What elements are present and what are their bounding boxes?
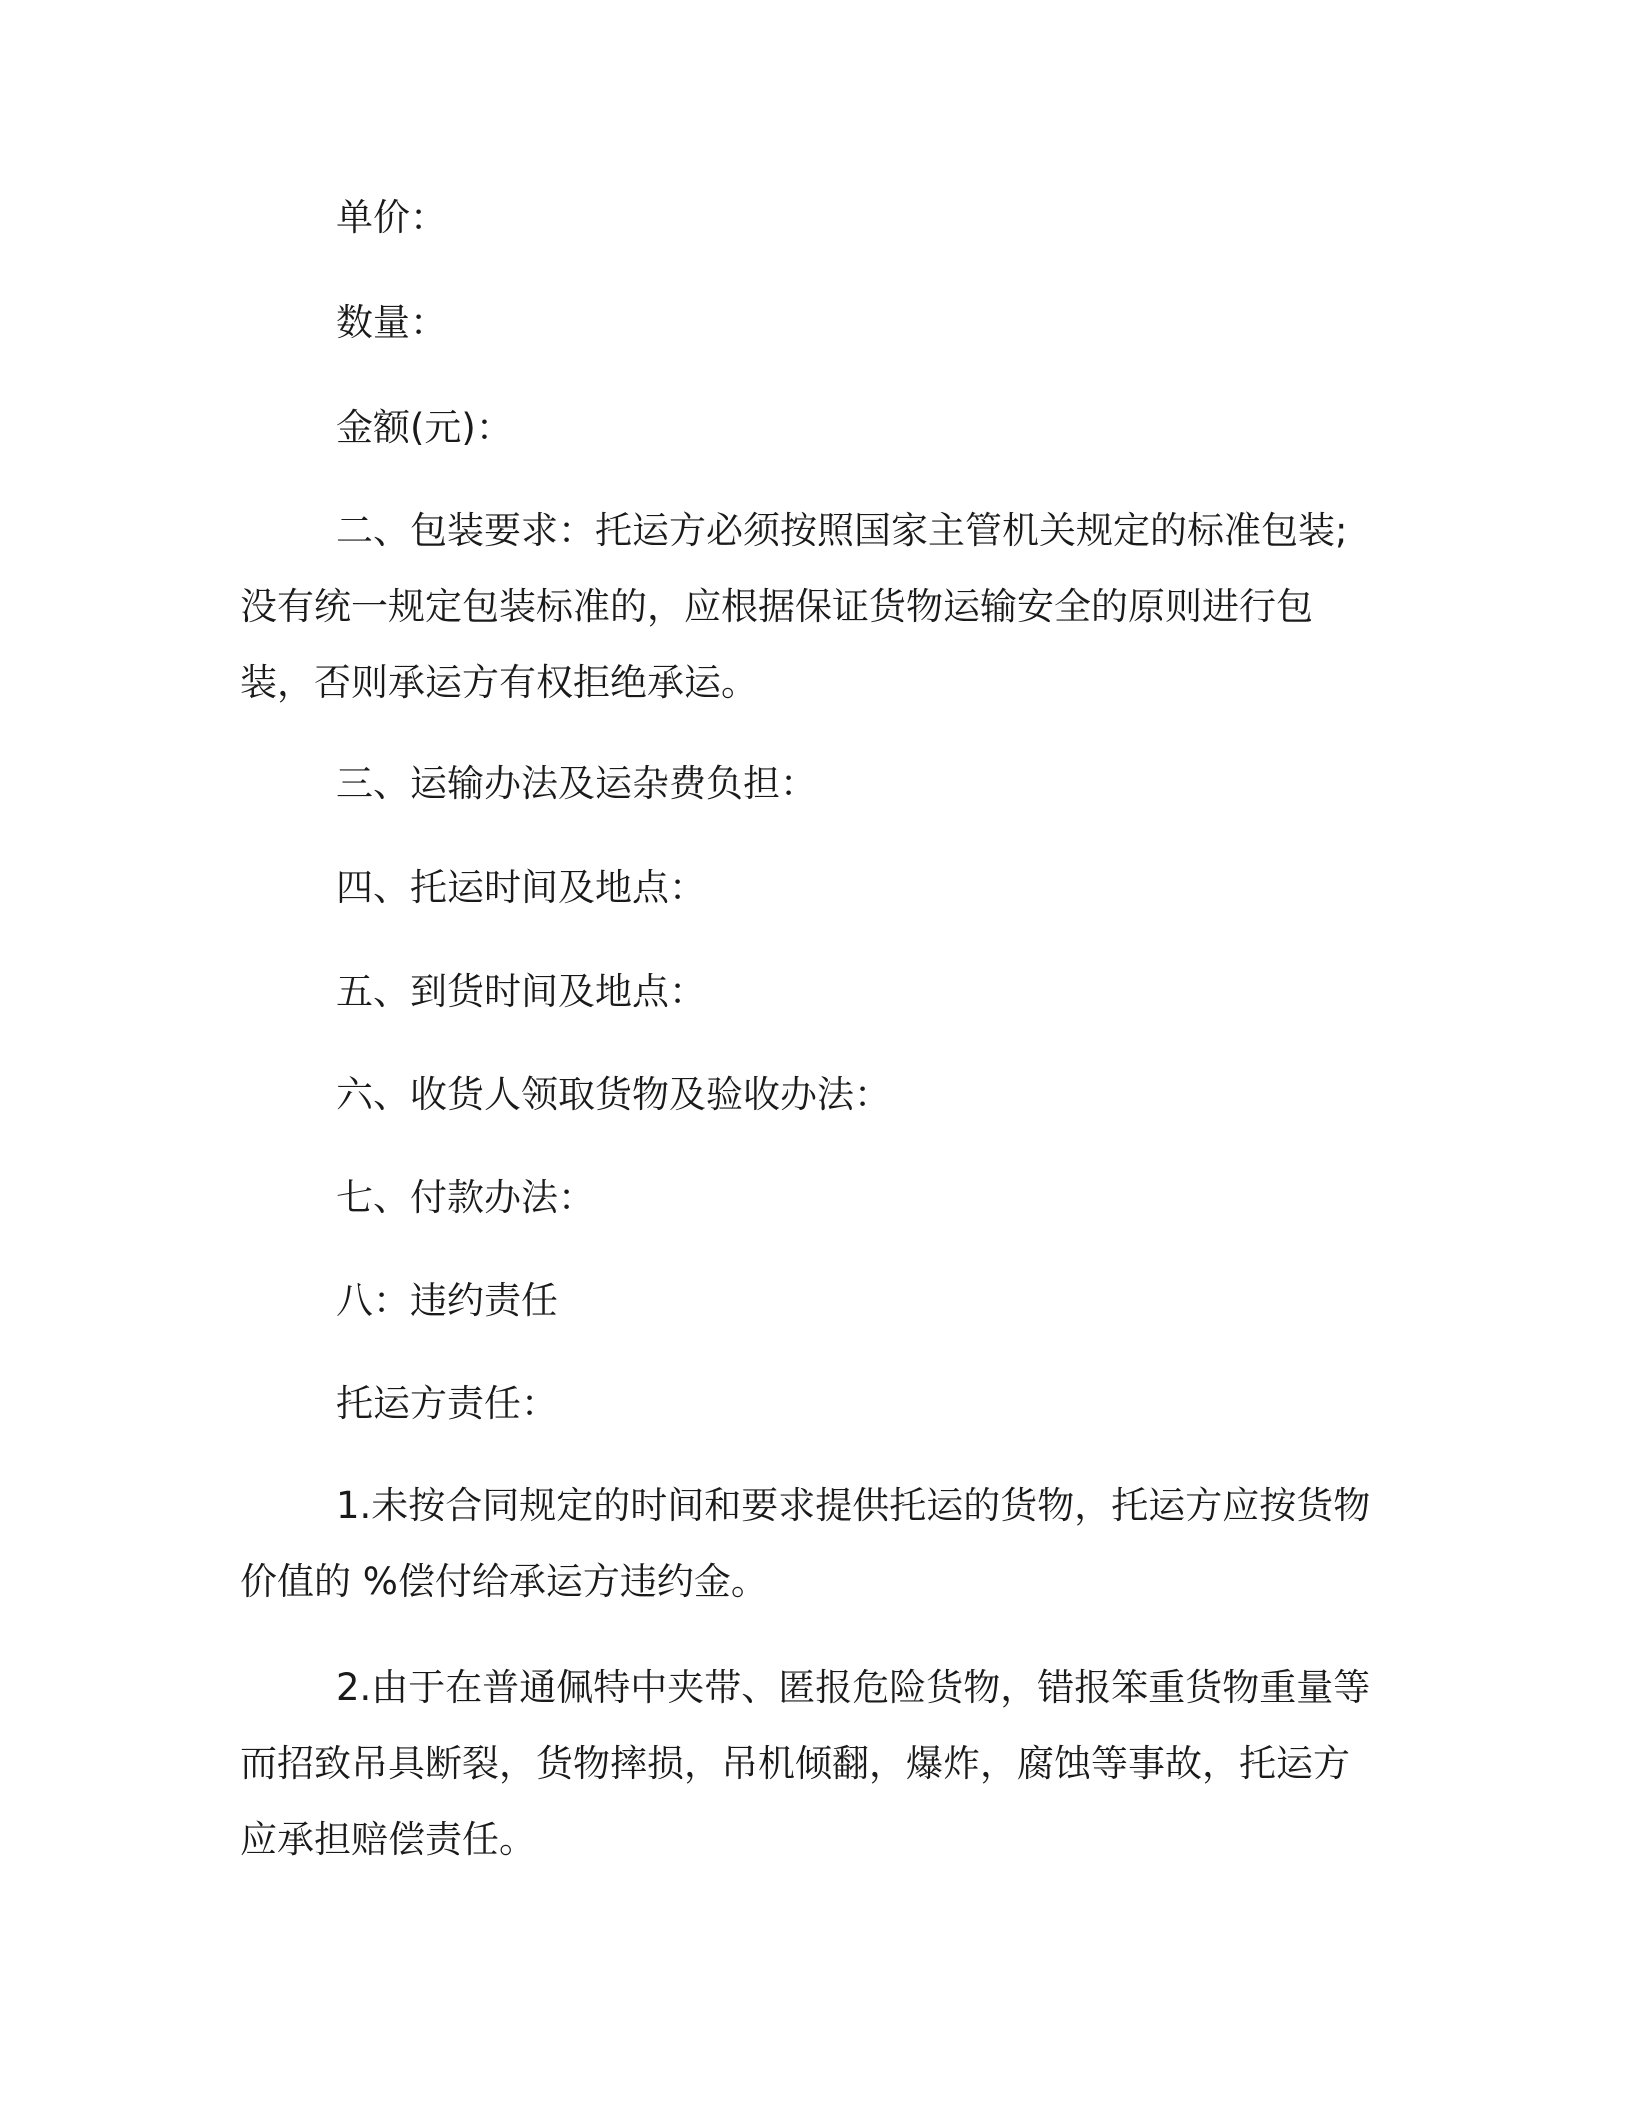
field-amount: 金额(元)： (336, 406, 513, 449)
field-quantity: 数量： (336, 301, 447, 344)
clause-payment: 七、付款办法： (336, 1176, 595, 1219)
clause-receipt-inspection: 六、收货人领取货物及验收办法： (336, 1073, 891, 1116)
clause-shipping-time-place: 四、托运时间及地点： (336, 866, 706, 909)
clause-transport-method: 三、运输办法及运杂费负担： (336, 762, 817, 805)
clause-breach-liability: 八：违约责任 (336, 1279, 558, 1322)
clause-arrival-time-place: 五、到货时间及地点： (336, 970, 706, 1013)
shipper-liability-item-2: 2.由于在普通佩特中夹带、匿报危险货物，错报笨重货物重量等而招致吊具断裂，货物摔损，吊机倾翻，爆炸，腐蚀等事故，托运方应承担赔偿责任。 (240, 1666, 1371, 1861)
field-unit-price: 单价： (336, 196, 447, 239)
clause-packaging: 二、包装要求：托运方必须按照国家主管机关规定的标准包装;没有统一规定包装标准的，应根据保证货物运输安全的原则进行包装，否则承运方有权拒绝承运。 (240, 509, 1348, 704)
shipper-liability-heading: 托运方责任： (336, 1382, 558, 1425)
shipper-liability-item-1: 1.未按合同规定的时间和要求提供托运的货物，托运方应按货物价值的 %偿付给承运方违约金。 (240, 1484, 1371, 1603)
